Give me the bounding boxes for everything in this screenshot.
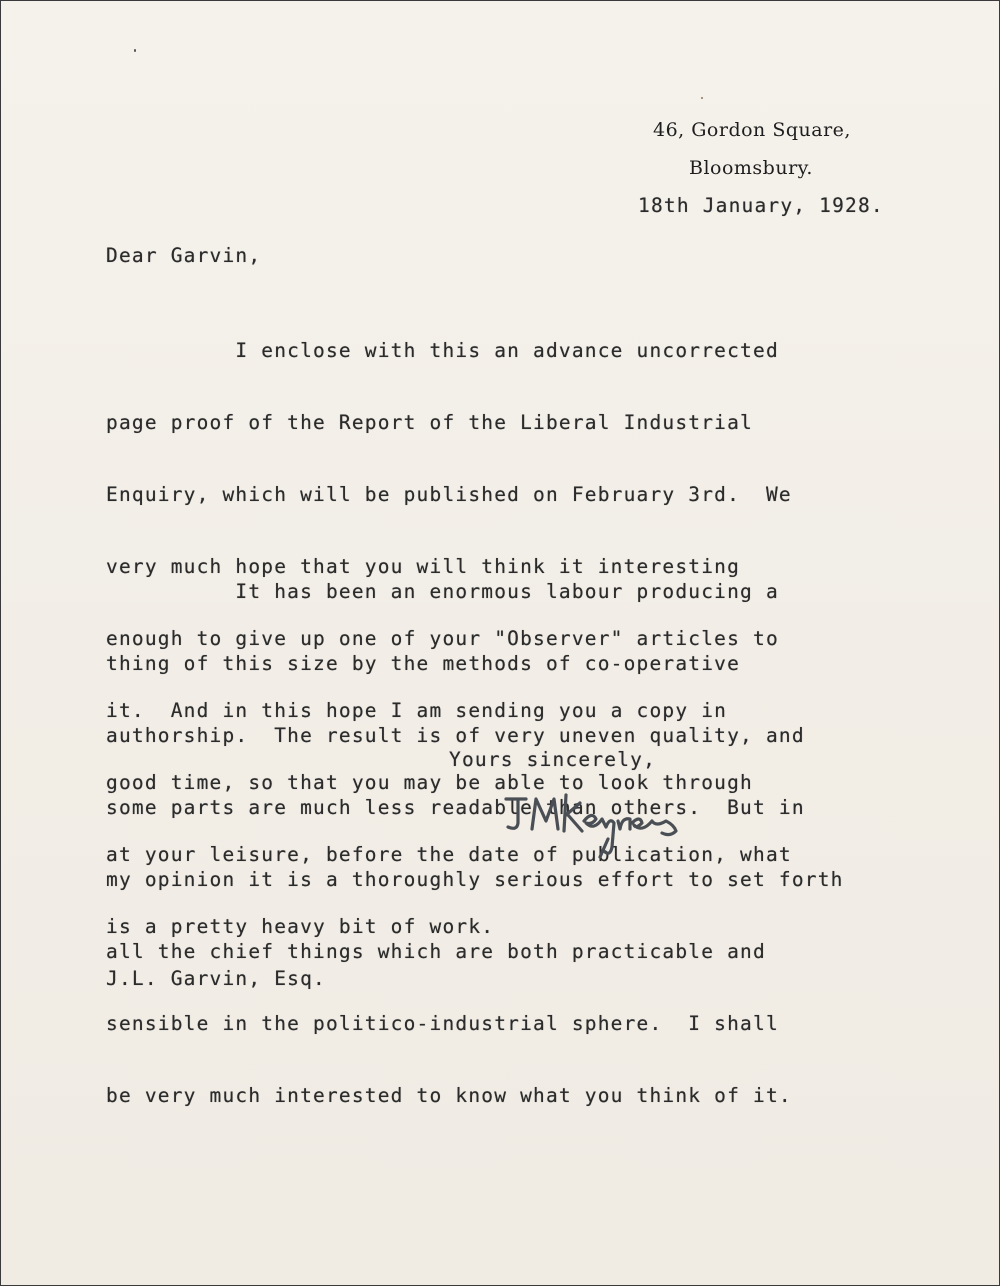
paragraph-line: I enclose with this an advance uncorrected [106,339,779,362]
paragraph-line: very much hope that you will think it interesting [106,555,741,578]
letterhead-line-1: 46, Gordon Square, [653,119,851,141]
paper-speck [701,97,703,99]
addressee: J.L. Garvin, Esq. [106,967,326,990]
paragraph-line: thing of this size by the methods of co-operative [106,652,741,675]
paragraph-line: Enquiry, which will be published on February 3rd. We [106,483,792,506]
paragraph-line: page proof of the Report of the Liberal Industrial [106,411,753,434]
paragraph-line: authorship. The result is of very uneven quality, and [106,724,805,747]
letter-date: 18th January, 1928. [638,194,884,217]
paragraph-line: sensible in the politico-industrial sphere. I shall [106,1012,779,1035]
paragraph-line: good time, so that you may be able to look through [106,771,753,794]
closing-valediction: Yours sincerely, [449,748,657,771]
paragraph-line: all the chief things which are both practicable and [106,940,766,963]
paragraph-line: my opinion it is a thoroughly serious effort to set forth [106,868,844,891]
paper-speck [134,49,136,52]
letterhead-line-2: Bloomsbury. [689,157,813,179]
salutation: Dear Garvin, [106,244,262,267]
paragraph-line: it. And in this hope I am sending you a copy in [106,699,728,722]
handwritten-signature [496,781,696,871]
paragraph-line: enough to give up one of your "Observer" articles to [106,627,779,650]
paragraph-line: It has been an enormous labour producing a [106,580,779,603]
paragraph-line: is a pretty heavy bit of work. [106,915,495,938]
paragraph-line: some parts are much less readable than others. But in [106,796,805,819]
body-paragraph-2 [106,532,844,1156]
paragraph-line: at your leisure, before the date of publication, what [106,843,792,866]
paragraph-line: be very much interested to know what you think of it. [106,1084,792,1107]
